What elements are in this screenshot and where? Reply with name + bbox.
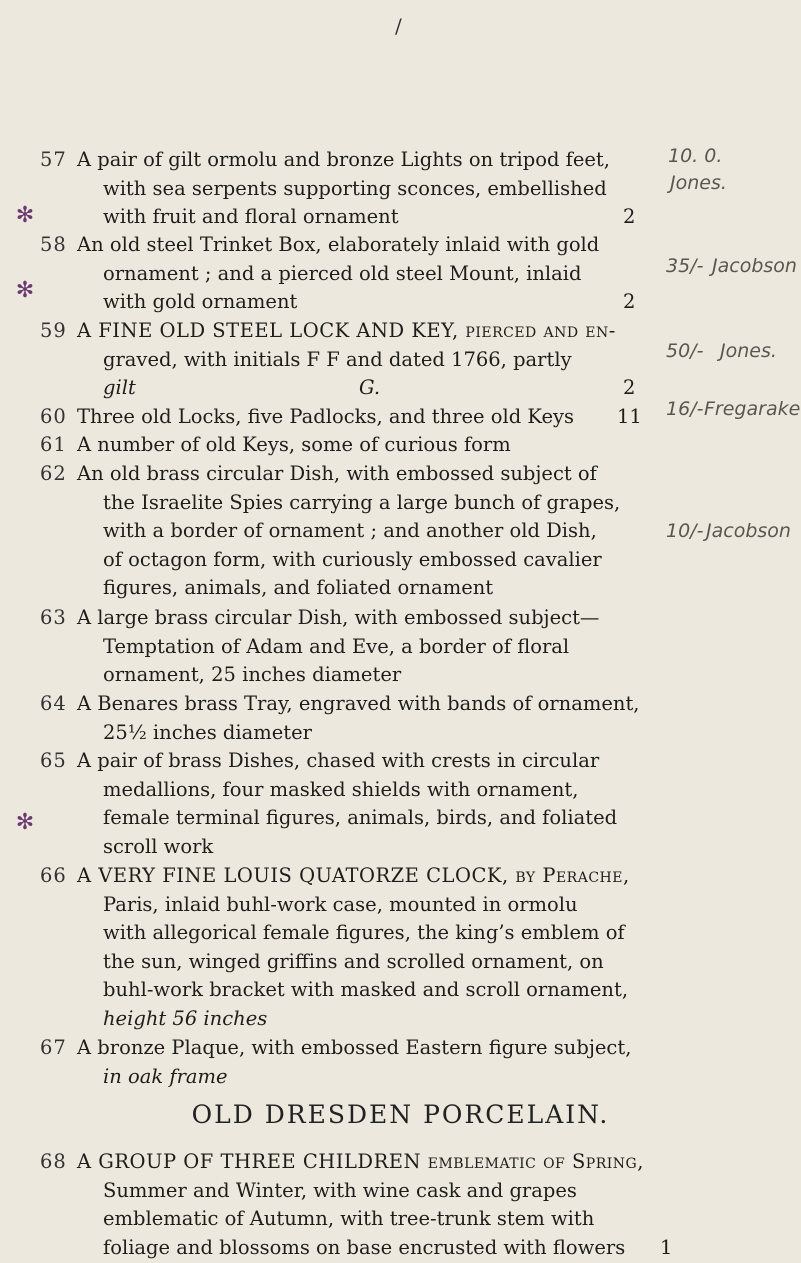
handwritten-buyer: Jones. (720, 340, 777, 362)
lot-line: the Israelite Spies carrying a large bunch of grapes, (103, 490, 621, 514)
lot-line: height 56 inches (103, 1006, 268, 1030)
lot-line: with allegorical female figures, the king’s emblem of (103, 921, 625, 944)
lot-line: A FINE OLD STEEL LOCK AND KEY, pierced and en- (77, 319, 616, 342)
lot-line: Temptation of Adam and Eve, a border of floral (103, 634, 570, 658)
lot-line: A pair of gilt ormolu and bronze Lights on tripod feet, (77, 148, 610, 171)
lot-number: 65 (40, 749, 67, 772)
lot-number: 66 (40, 864, 67, 887)
lot-line: with a border of ornament ; and another old Dish, (103, 519, 597, 542)
lot-line: with fruit and floral ornament (103, 205, 399, 228)
lot-line: foliage and blossoms on base encrusted with flowers (103, 1235, 626, 1259)
lot-line: A pair of brass Dishes, chased with crests in circular (77, 749, 600, 772)
handwritten-price: 10. 0. (668, 145, 723, 167)
lot-line: scroll work (103, 834, 214, 858)
lot-number: 59 (40, 319, 67, 342)
lot-line: An old brass circular Dish, with embossed subject of (77, 462, 597, 485)
handwritten-price: 16/- (666, 398, 704, 420)
lot-line: Paris, inlaid buhl-work case, mounted in ormolu (103, 892, 578, 916)
lot-number: 64 (40, 692, 67, 715)
lot-line: buhl-work bracket with masked and scroll ornament, (103, 978, 629, 1001)
lot-quantity: 1 (660, 1236, 673, 1259)
lot-number: 61 (40, 433, 67, 456)
handwritten-buyer: Fregarake (704, 398, 801, 420)
lot-line: Summer and Winter, with wine cask and grapes (103, 1178, 577, 1202)
lot-line: figures, animals, and foliated ornament (103, 576, 494, 599)
lot-line: Three old Locks, five Padlocks, and three old Keys (77, 405, 575, 428)
lot-number: 58 (40, 233, 67, 256)
lot-line: the sun, winged griffins and scrolled ornament, on (103, 949, 604, 973)
lot-line: female terminal figures, animals, birds, and foliated (103, 806, 618, 829)
margin-star-icon: ✻ (15, 810, 35, 835)
handwritten-price: 10/- (666, 520, 704, 542)
lot-line: A large brass circular Dish, with embossed subject— (77, 606, 600, 629)
lot-line: A VERY FINE LOUIS QUATORZE CLOCK, by Perache, (77, 864, 630, 887)
handwritten-price: 50/- (666, 340, 704, 362)
lot-number: 57 (40, 148, 67, 171)
lot-line: in oak frame (103, 1064, 228, 1088)
lot-number: 62 (40, 462, 67, 485)
section-heading: OLD DRESDEN PORCELAIN. (191, 1100, 610, 1129)
lot-line: with sea serpents supporting sconces, embellished (103, 176, 607, 200)
lot-line: ornament, 25 inches diameter (103, 663, 402, 686)
lot-quantity: 2 (623, 290, 636, 313)
margin-star-icon: ✻ (15, 203, 35, 228)
lot-line: emblematic of Autumn, with tree-trunk stem with (103, 1207, 595, 1230)
handwritten-price: 35/- (666, 255, 704, 277)
lot-quantity: 11 (617, 405, 642, 428)
lot-number: 60 (40, 405, 67, 428)
lot-line: graved, with initials F F and dated 1766, partly (103, 347, 572, 371)
handwritten-buyer: Jones. (670, 172, 727, 194)
lot-line: A Benares brass Tray, engraved with bands of ornament, (77, 692, 640, 715)
lot-line: 25½ inches diameter (103, 720, 313, 744)
lot-line: gilt G. (103, 376, 381, 399)
lot-line: An old steel Trinket Box, elaborately inlaid with gold (77, 233, 600, 256)
lot-quantity: 2 (623, 205, 636, 228)
lot-number: 63 (40, 606, 67, 629)
lot-line: of octagon form, with curiously embossed cavalier (103, 547, 602, 571)
lot-quantity: 2 (623, 376, 636, 399)
lot-line: A GROUP OF THREE CHILDREN emblematic of Spring, (77, 1150, 644, 1173)
lot-line: ornament ; and a pierced old steel Mount, inlaid (103, 261, 582, 285)
lot-line: A number of old Keys, some of curious form (77, 433, 511, 456)
lot-number: 67 (40, 1036, 67, 1059)
top-mark: / (395, 14, 402, 38)
lot-line: with gold ornament (103, 290, 298, 313)
margin-star-icon: ✻ (15, 278, 35, 303)
lot-line: A bronze Plaque, with embossed Eastern figure subject, (77, 1036, 632, 1059)
handwritten-buyer: Jacobson (706, 520, 791, 542)
handwritten-buyer: Jacobson (712, 255, 797, 277)
lot-line: medallions, four masked shields with ornament, (103, 777, 579, 801)
lot-number: 68 (40, 1150, 67, 1173)
